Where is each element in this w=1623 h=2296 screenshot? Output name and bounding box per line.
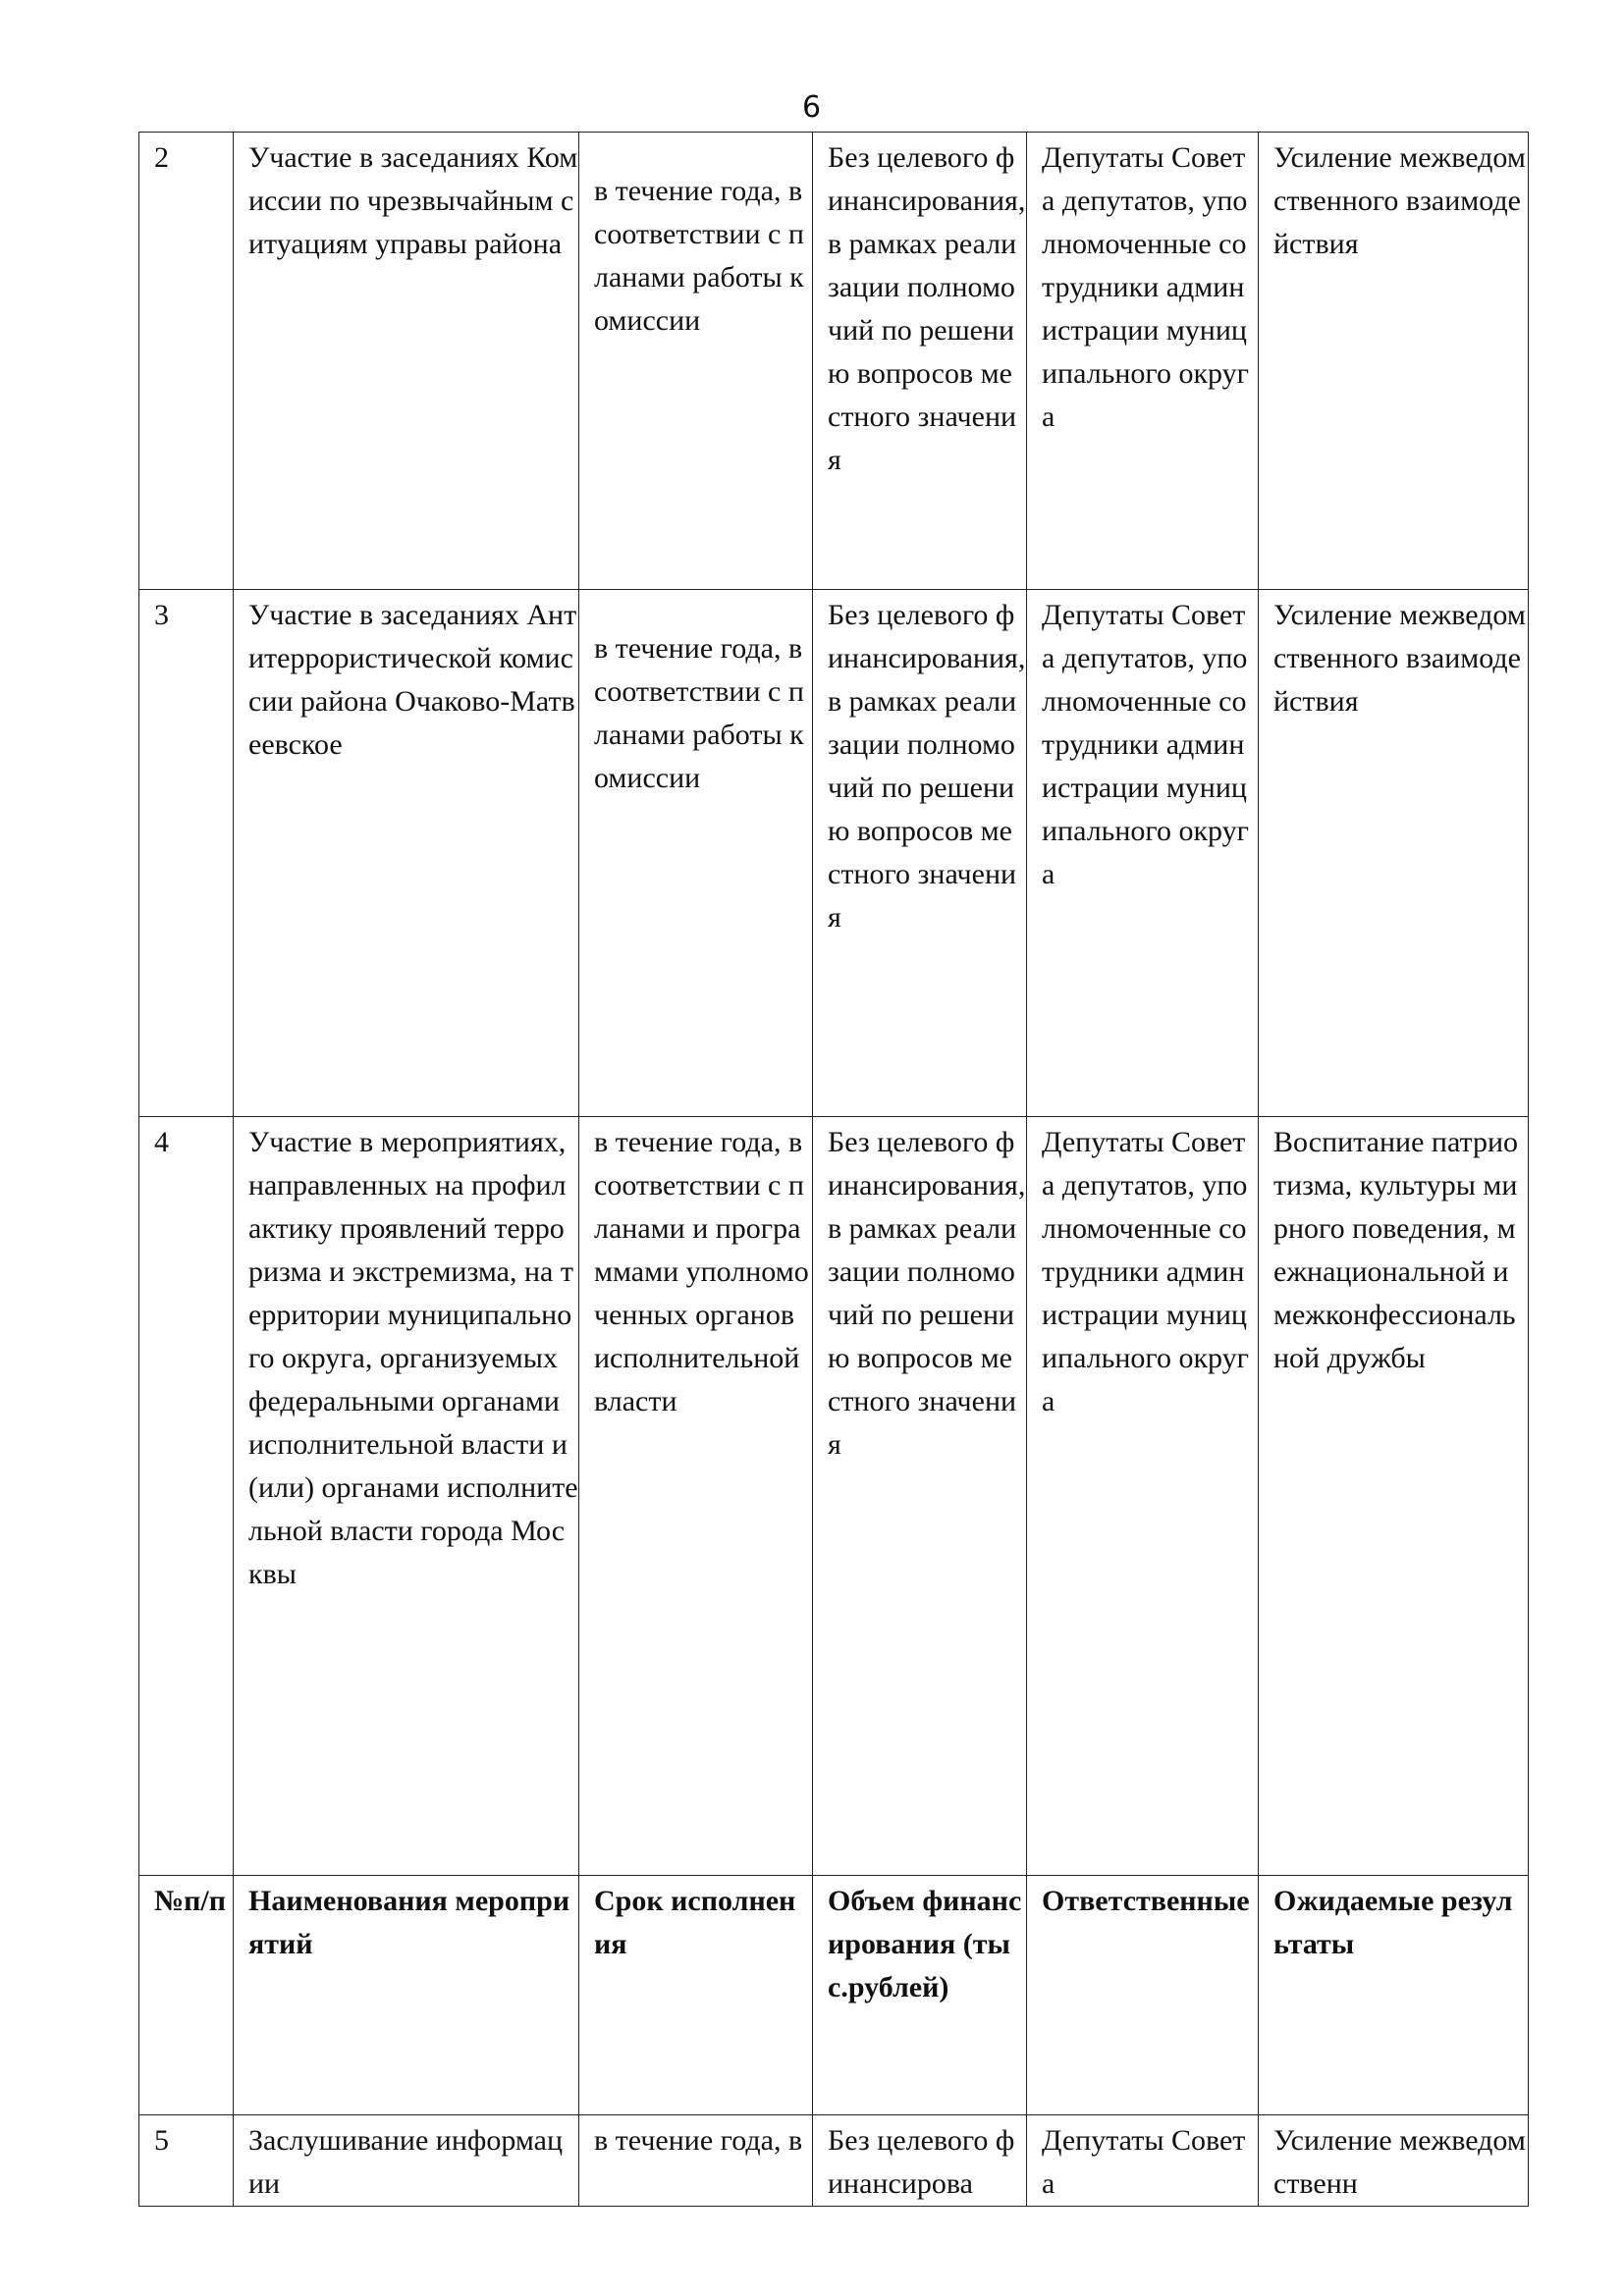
activity-name: Заслушивание информации [234, 2115, 579, 2207]
table-header-row [139, 1876, 1529, 2115]
activity-term: в течение года, в соответствии с планами работы комиссии [579, 590, 813, 1117]
activities-table [138, 132, 1529, 2207]
activity-responsible: Депутаты Совета депутатов, уполномоченные сотрудники администрации муниципального округа [1027, 590, 1259, 1117]
activity-name: Участие в мероприятиях, направленных на профилактику проявлений терроризма и экстремизма, на территории муниципального округа, организуемых федеральными органами исполнительной власти и (или) органами исполнительной власти города Москвы [234, 1117, 579, 1876]
table-row [139, 590, 1529, 1117]
activity-funding: Без целевого финансирования, в рамках реализации полномочий по решению вопросов местного значения [813, 590, 1027, 1117]
activity-name: Участие в заседаниях Комиссии по чрезвычайным ситуациям управы района [234, 133, 579, 590]
activity-results: Усиление межведомственного взаимодействия [1259, 133, 1529, 590]
row-number: 5 [139, 2115, 234, 2207]
activity-term: в течение года, в соответствии с планами работы комиссии [579, 133, 813, 590]
header-funding: Объем финансирования (тыс.рублей) [813, 1876, 1027, 2115]
table-row [139, 1117, 1529, 1876]
header-name: Наименования мероприятий [234, 1876, 579, 2115]
activity-term: в течение года, в соответствии с планами и программами уполномоченных органов исполнительной власти [579, 1117, 813, 1876]
table-row [139, 133, 1529, 590]
activity-funding: Без целевого финансирования, в рамках реализации полномочий по решению вопросов местного значения [813, 1117, 1027, 1876]
row-number: 3 [139, 590, 234, 1117]
row-number: 2 [139, 133, 234, 590]
header-term: Срок исполнения [579, 1876, 813, 2115]
activity-results: Усиление межведомственн [1259, 2115, 1529, 2207]
activity-funding: Без целевого финансирова [813, 2115, 1027, 2207]
activity-responsible: Депутаты Совета депутатов, уполномоченные сотрудники администрации муниципального округа [1027, 1117, 1259, 1876]
header-number: №п/п [139, 1876, 234, 2115]
table-row [139, 2115, 1529, 2207]
header-responsible: Ответственные [1027, 1876, 1259, 2115]
activity-responsible: Депутаты Совета депутатов, уполномоченные сотрудники администрации муниципального округа [1027, 133, 1259, 590]
activity-results: Усиление межведомственного взаимодействия [1259, 590, 1529, 1117]
page-number: 6 [801, 90, 822, 125]
activity-responsible: Депутаты Совета [1027, 2115, 1259, 2207]
header-results: Ожидаемые результаты [1259, 1876, 1529, 2115]
activity-term: в течение года, в [579, 2115, 813, 2207]
activity-name: Участие в заседаниях Антитеррористической комиссии района Очаково-Матвеевское [234, 590, 579, 1117]
activity-funding: Без целевого финансирования, в рамках реализации полномочий по решению вопросов местного значения [813, 133, 1027, 590]
row-number: 4 [139, 1117, 234, 1876]
activity-results: Воспитание патриотизма, культуры мирного поведения, межнациональной и межконфессиональной дружбы [1259, 1117, 1529, 1876]
